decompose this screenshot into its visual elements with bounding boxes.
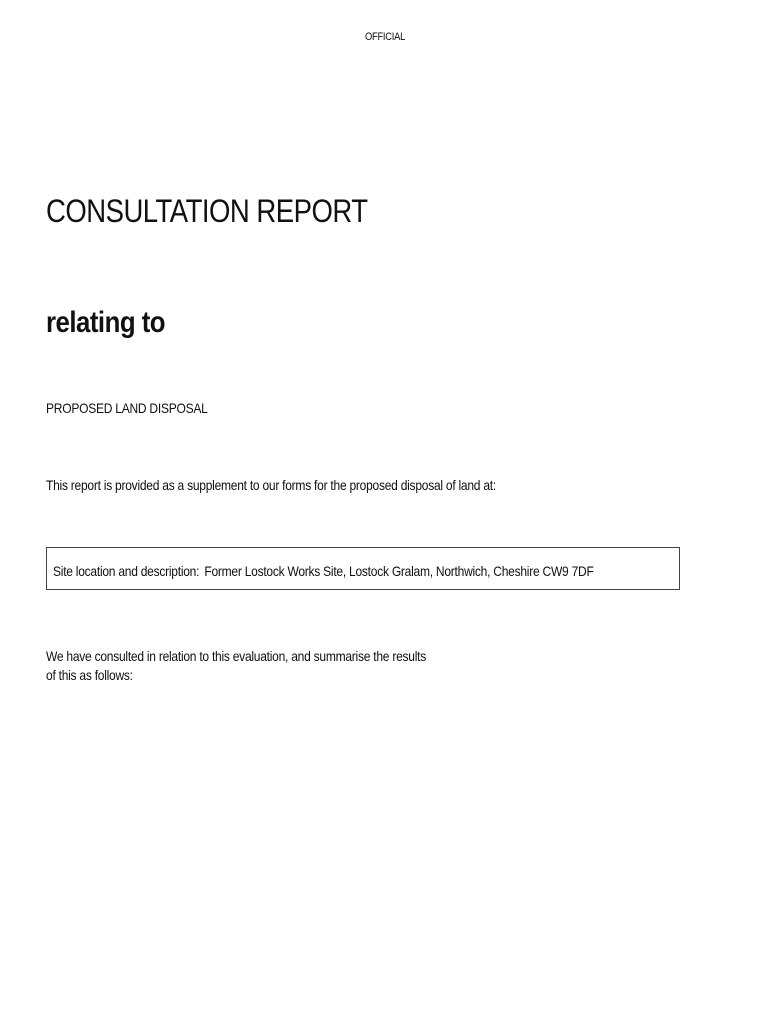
site-location-label: Site location and description:: [53, 563, 200, 579]
document-subject: PROPOSED LAND DISPOSAL: [46, 400, 208, 416]
summary-paragraph: We have consulted in relation to this evaluation, and summarise the results of this as follows:: [46, 648, 426, 683]
classification-marking: OFFICIAL: [364, 31, 406, 43]
intro-paragraph: This report is provided as a supplement to our forms for the proposed disposal of land at:: [46, 477, 496, 493]
site-location-line: [53, 563, 594, 579]
site-location-value: Former Lostock Works Site, Lostock Gralam, Northwich, Cheshire CW9 7DF: [204, 563, 594, 579]
document-title: CONSULTATION REPORT: [46, 193, 368, 229]
document-subtitle: relating to: [46, 306, 166, 339]
site-location-box: [46, 547, 680, 590]
